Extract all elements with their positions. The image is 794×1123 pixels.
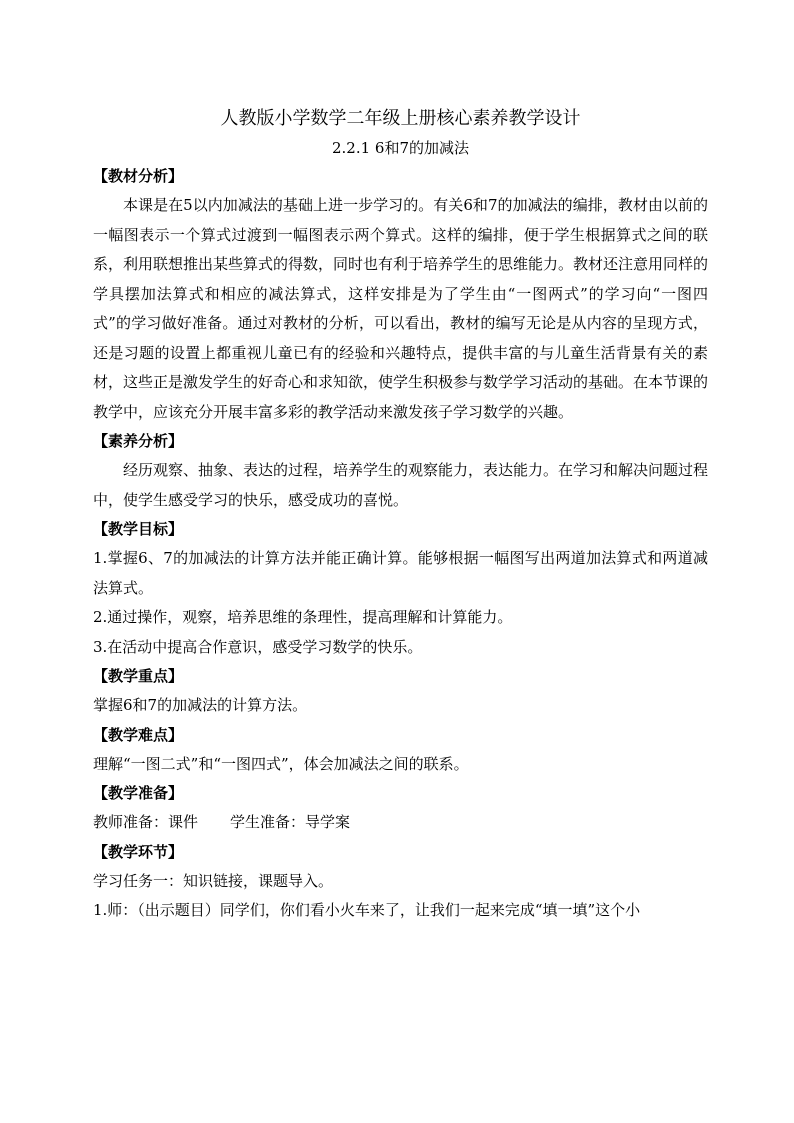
literacy-analysis-text: 经历观察、抽象、表达的过程，培养学生的观察能力，表达能力。在学习和解决问题过程中，使学生感受学习的快乐，感受成功的喜悦。 <box>93 461 709 509</box>
heading-literacy-analysis: 【素养分析】 <box>93 432 184 450</box>
heading-difficulties: 【教学难点】 <box>93 725 184 744</box>
difficulties-text: 理解“一图二式”和“一图四式”，体会加减法之间的联系。 <box>93 754 469 773</box>
key-points-text: 掌握6和7的加减法的计算方法。 <box>93 696 308 714</box>
goal-item: 3.在活动中提高合作意识，感受学习数学的快乐。 <box>93 637 423 656</box>
heading-preparation: 【教学准备】 <box>93 784 184 802</box>
learning-task-1: 学习任务一：知识链接，课题导入。 <box>93 871 334 890</box>
document-title: 人教版小学数学二年级上册核心素养教学设计 <box>220 108 581 129</box>
process-step-1: 1.师：（出示题目）同学们，你们看小火车来了，让我们一起来完成“填一填”这个小 <box>93 901 641 919</box>
heading-process: 【教学环节】 <box>93 842 184 861</box>
lesson-subtitle: 2.2.1 6和7的加减法 <box>331 139 470 157</box>
heading-material-analysis: 【教材分析】 <box>93 167 184 185</box>
goal-item: 2.通过操作，观察，培养思维的条理性，提高理解和计算能力。 <box>93 608 513 626</box>
heading-key-points: 【教学重点】 <box>93 667 184 685</box>
heading-teaching-goals: 【教学目标】 <box>93 520 184 538</box>
material-analysis-text: 本课是在5以内加减法的基础上进一步学习的。有关6和7的加减法的编排，教材由以前的一幅图表示一个算式过渡到一幅图表示两个算式。这样的编排，便于学生根据算式之间的联系，利用联想推出某些算式的得数，同时也有利于培养学生的思维能力。教材还注意用同样的学具摆加法算式和相应的减法算式，这样安排是为了学生由“一图两式”的学习向“一图四式”的学习做好准备。通过对教材的分析，可以看出，教材的编写无论是从内容的呈现方式，还是习题的设置上都重视儿童已有的经验和兴趣特点，提供丰富的与儿童生活背景有关的素材，这些正是激发学生的好奇心和求知欲，使学生积极参与数学学习活动的基础。在本节课的教学中，应该充分开展丰富多彩的教学活动来激发孩子学习数学的兴趣。 <box>93 196 709 421</box>
student-preparation: 学生准备：导学案 <box>230 813 351 831</box>
preparation-line <box>93 808 708 838</box>
document-content <box>93 104 708 926</box>
goal-item: 1.掌握6、7的加减法的计算方法并能正确计算。能够根据一幅图写出两道加法算式和两道减法算式。 <box>93 549 708 597</box>
teacher-preparation: 教师准备：课件 <box>93 813 199 831</box>
